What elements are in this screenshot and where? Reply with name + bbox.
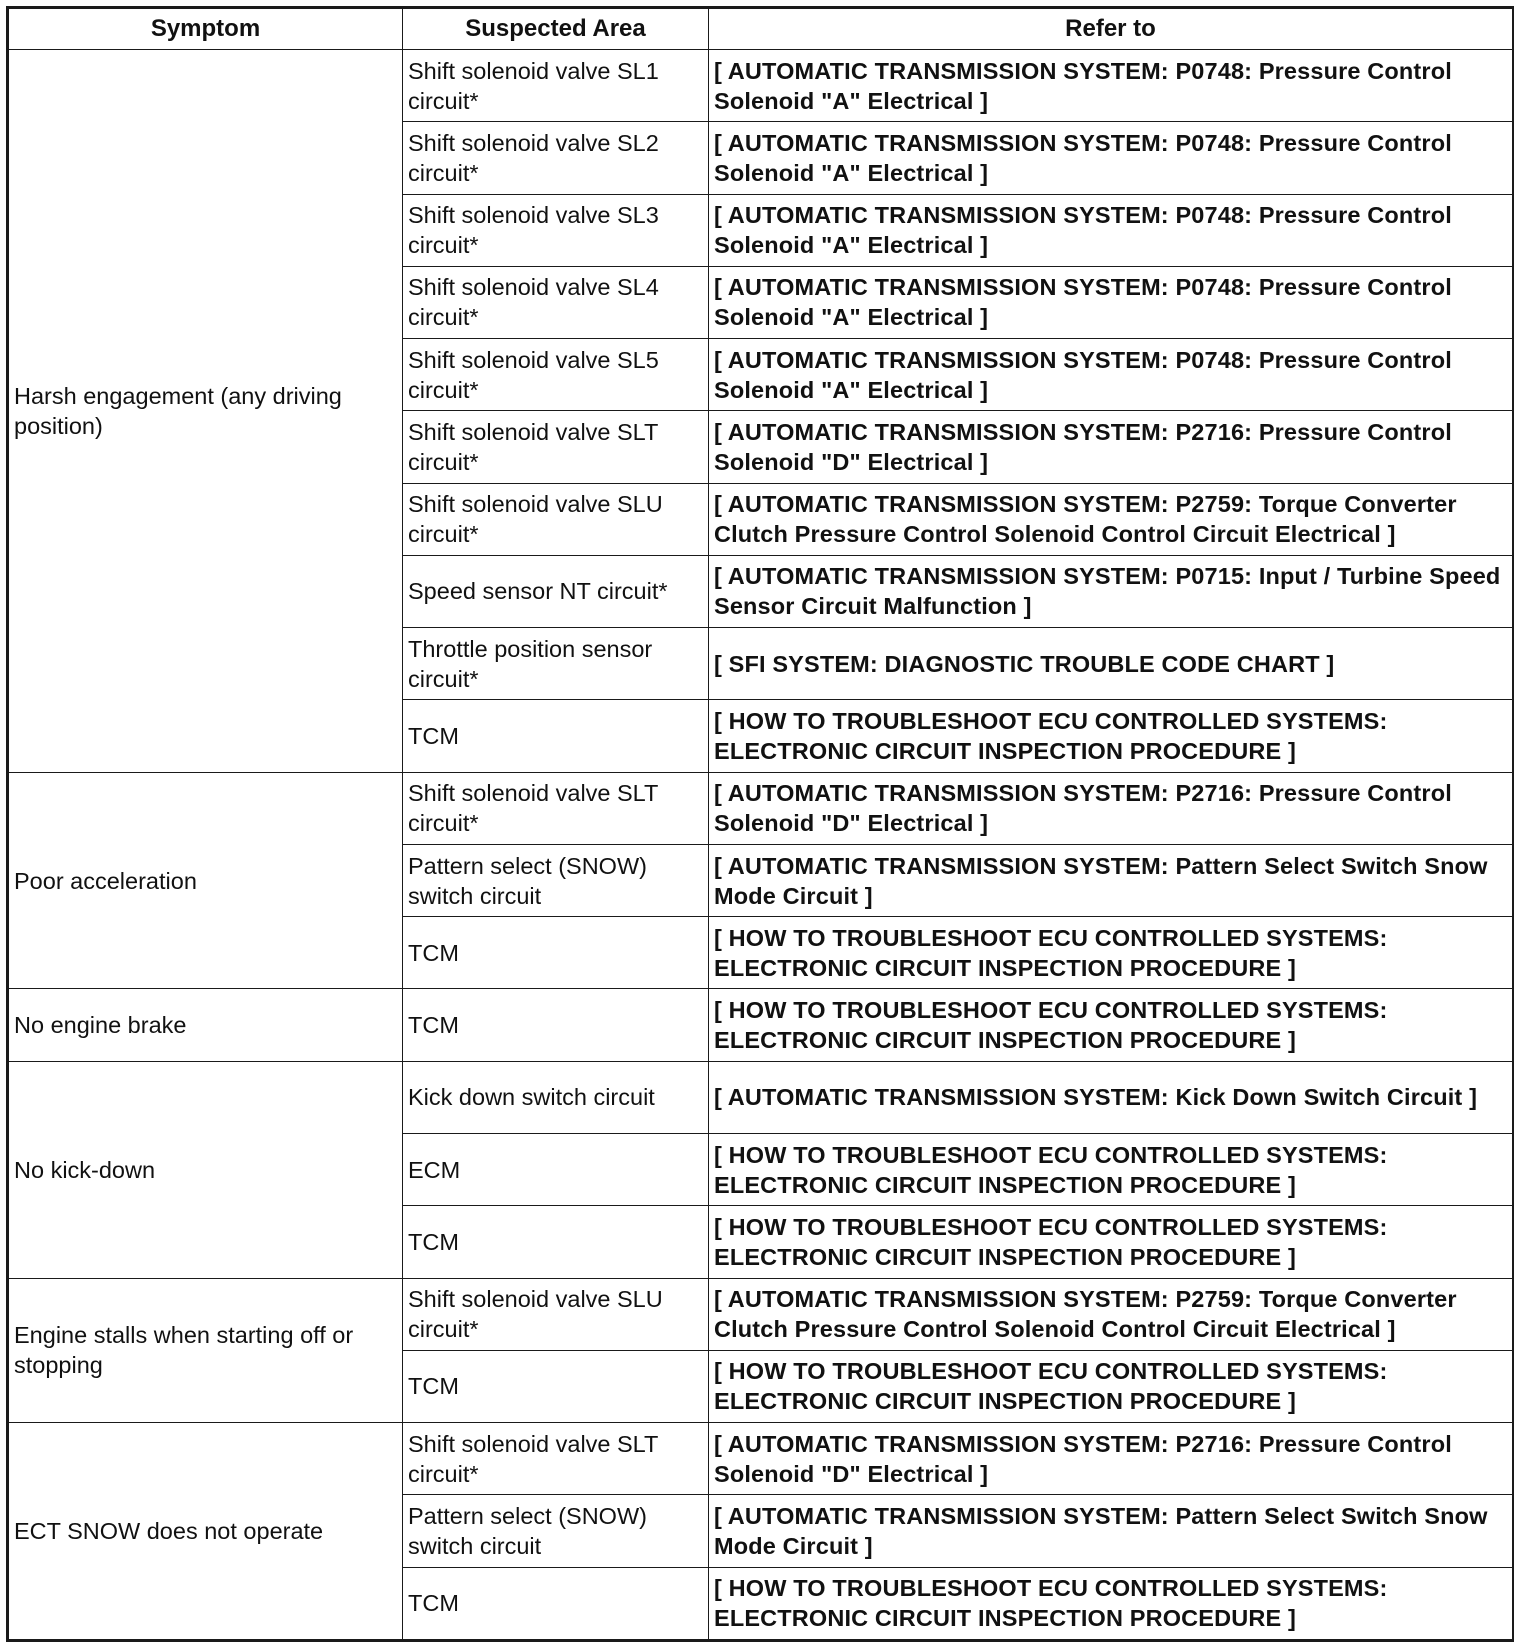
refer-to-link[interactable]: [ HOW TO TROUBLESHOOT ECU CONTROLLED SYSTEMS: ELECTRONIC CIRCUIT INSPECTION PROCEDURE ] — [709, 1206, 1513, 1278]
suspected-area-cell: Pattern select (SNOW) switch circuit — [403, 844, 709, 916]
refer-to-link[interactable]: [ AUTOMATIC TRANSMISSION SYSTEM: P0715: Input / Turbine Speed Sensor Circuit Malfunction ] — [709, 555, 1513, 627]
suspected-area-cell: TCM — [403, 1206, 709, 1278]
header-row — [9, 9, 1513, 50]
suspected-area-cell: Shift solenoid valve SLT circuit* — [403, 1423, 709, 1495]
refer-to-link[interactable]: [ AUTOMATIC TRANSMISSION SYSTEM: P2759: Torque Converter Clutch Pressure Control Solenoid Control Circuit Electrical ] — [709, 1278, 1513, 1350]
suspected-area-cell: Shift solenoid valve SL4 circuit* — [403, 266, 709, 338]
refer-to-link[interactable]: [ HOW TO TROUBLESHOOT ECU CONTROLLED SYSTEMS: ELECTRONIC CIRCUIT INSPECTION PROCEDURE ] — [709, 1567, 1513, 1639]
header-suspected-area: Suspected Area — [403, 9, 709, 50]
suspected-area-cell: TCM — [403, 1567, 709, 1639]
symptom-cell: Poor acceleration — [9, 772, 403, 989]
suspected-area-cell: Shift solenoid valve SLU circuit* — [403, 1278, 709, 1350]
refer-to-link[interactable]: [ HOW TO TROUBLESHOOT ECU CONTROLLED SYSTEMS: ELECTRONIC CIRCUIT INSPECTION PROCEDURE ] — [709, 1133, 1513, 1205]
refer-to-link[interactable]: [ HOW TO TROUBLESHOOT ECU CONTROLLED SYSTEMS: ELECTRONIC CIRCUIT INSPECTION PROCEDURE ] — [709, 700, 1513, 772]
refer-to-link[interactable]: [ AUTOMATIC TRANSMISSION SYSTEM: Kick Down Switch Circuit ] — [709, 1061, 1513, 1133]
suspected-area-cell: TCM — [403, 917, 709, 989]
suspected-area-cell: Shift solenoid valve SL3 circuit* — [403, 194, 709, 266]
refer-to-link[interactable]: [ AUTOMATIC TRANSMISSION SYSTEM: P0748: Pressure Control Solenoid "A" Electrical ] — [709, 339, 1513, 411]
suspected-area-cell: Pattern select (SNOW) switch circuit — [403, 1495, 709, 1567]
table-row — [9, 1278, 1513, 1350]
symptom-cell: No kick-down — [9, 1061, 403, 1278]
refer-to-link[interactable]: [ HOW TO TROUBLESHOOT ECU CONTROLLED SYSTEMS: ELECTRONIC CIRCUIT INSPECTION PROCEDURE ] — [709, 917, 1513, 989]
header-refer-to: Refer to — [709, 9, 1513, 50]
suspected-area-cell: Shift solenoid valve SL5 circuit* — [403, 339, 709, 411]
refer-to-link[interactable]: [ HOW TO TROUBLESHOOT ECU CONTROLLED SYSTEMS: ELECTRONIC CIRCUIT INSPECTION PROCEDURE ] — [709, 1350, 1513, 1422]
symptom-cell: ECT SNOW does not operate — [9, 1423, 403, 1640]
symptom-cell: Engine stalls when starting off or stopping — [9, 1278, 403, 1423]
refer-to-link[interactable]: [ AUTOMATIC TRANSMISSION SYSTEM: Pattern Select Switch Snow Mode Circuit ] — [709, 1495, 1513, 1567]
suspected-area-cell: Shift solenoid valve SL1 circuit* — [403, 50, 709, 122]
refer-to-link[interactable]: [ AUTOMATIC TRANSMISSION SYSTEM: P2716: Pressure Control Solenoid "D" Electrical ] — [709, 411, 1513, 483]
suspected-area-cell: Shift solenoid valve SLT circuit* — [403, 772, 709, 844]
suspected-area-cell: TCM — [403, 989, 709, 1061]
suspected-area-cell: Shift solenoid valve SLU circuit* — [403, 483, 709, 555]
table-row — [9, 50, 1513, 122]
refer-to-link[interactable]: [ AUTOMATIC TRANSMISSION SYSTEM: P0748: Pressure Control Solenoid "A" Electrical ] — [709, 50, 1513, 122]
suspected-area-cell: Speed sensor NT circuit* — [403, 555, 709, 627]
suspected-area-cell: Kick down switch circuit — [403, 1061, 709, 1133]
suspected-area-cell: TCM — [403, 1350, 709, 1422]
suspected-area-cell: Shift solenoid valve SL2 circuit* — [403, 122, 709, 194]
suspected-area-cell: Shift solenoid valve SLT circuit* — [403, 411, 709, 483]
table-row — [9, 1423, 1513, 1495]
symptom-table — [8, 8, 1513, 1640]
refer-to-link[interactable]: [ HOW TO TROUBLESHOOT ECU CONTROLLED SYSTEMS: ELECTRONIC CIRCUIT INSPECTION PROCEDURE ] — [709, 989, 1513, 1061]
refer-to-link[interactable]: [ AUTOMATIC TRANSMISSION SYSTEM: P0748: Pressure Control Solenoid "A" Electrical ] — [709, 122, 1513, 194]
problem-symptoms-table — [6, 6, 1514, 1642]
header-symptom: Symptom — [9, 9, 403, 50]
refer-to-link[interactable]: [ AUTOMATIC TRANSMISSION SYSTEM: P2759: Torque Converter Clutch Pressure Control Solenoid Control Circuit Electrical ] — [709, 483, 1513, 555]
symptom-cell: Harsh engagement (any driving position) — [9, 50, 403, 773]
suspected-area-cell: Throttle position sensor circuit* — [403, 628, 709, 700]
table-row — [9, 1061, 1513, 1133]
refer-to-link[interactable]: [ AUTOMATIC TRANSMISSION SYSTEM: P2716: Pressure Control Solenoid "D" Electrical ] — [709, 1423, 1513, 1495]
refer-to-link[interactable]: [ AUTOMATIC TRANSMISSION SYSTEM: Pattern Select Switch Snow Mode Circuit ] — [709, 844, 1513, 916]
suspected-area-cell: ECM — [403, 1133, 709, 1205]
symptom-cell: No engine brake — [9, 989, 403, 1061]
table-row — [9, 989, 1513, 1061]
refer-to-link[interactable]: [ AUTOMATIC TRANSMISSION SYSTEM: P0748: Pressure Control Solenoid "A" Electrical ] — [709, 194, 1513, 266]
refer-to-link[interactable]: [ SFI SYSTEM: DIAGNOSTIC TROUBLE CODE CHART ] — [709, 628, 1513, 700]
table-row — [9, 772, 1513, 844]
refer-to-link[interactable]: [ AUTOMATIC TRANSMISSION SYSTEM: P0748: Pressure Control Solenoid "A" Electrical ] — [709, 266, 1513, 338]
refer-to-link[interactable]: [ AUTOMATIC TRANSMISSION SYSTEM: P2716: Pressure Control Solenoid "D" Electrical ] — [709, 772, 1513, 844]
suspected-area-cell: TCM — [403, 700, 709, 772]
table-body — [9, 50, 1513, 1640]
